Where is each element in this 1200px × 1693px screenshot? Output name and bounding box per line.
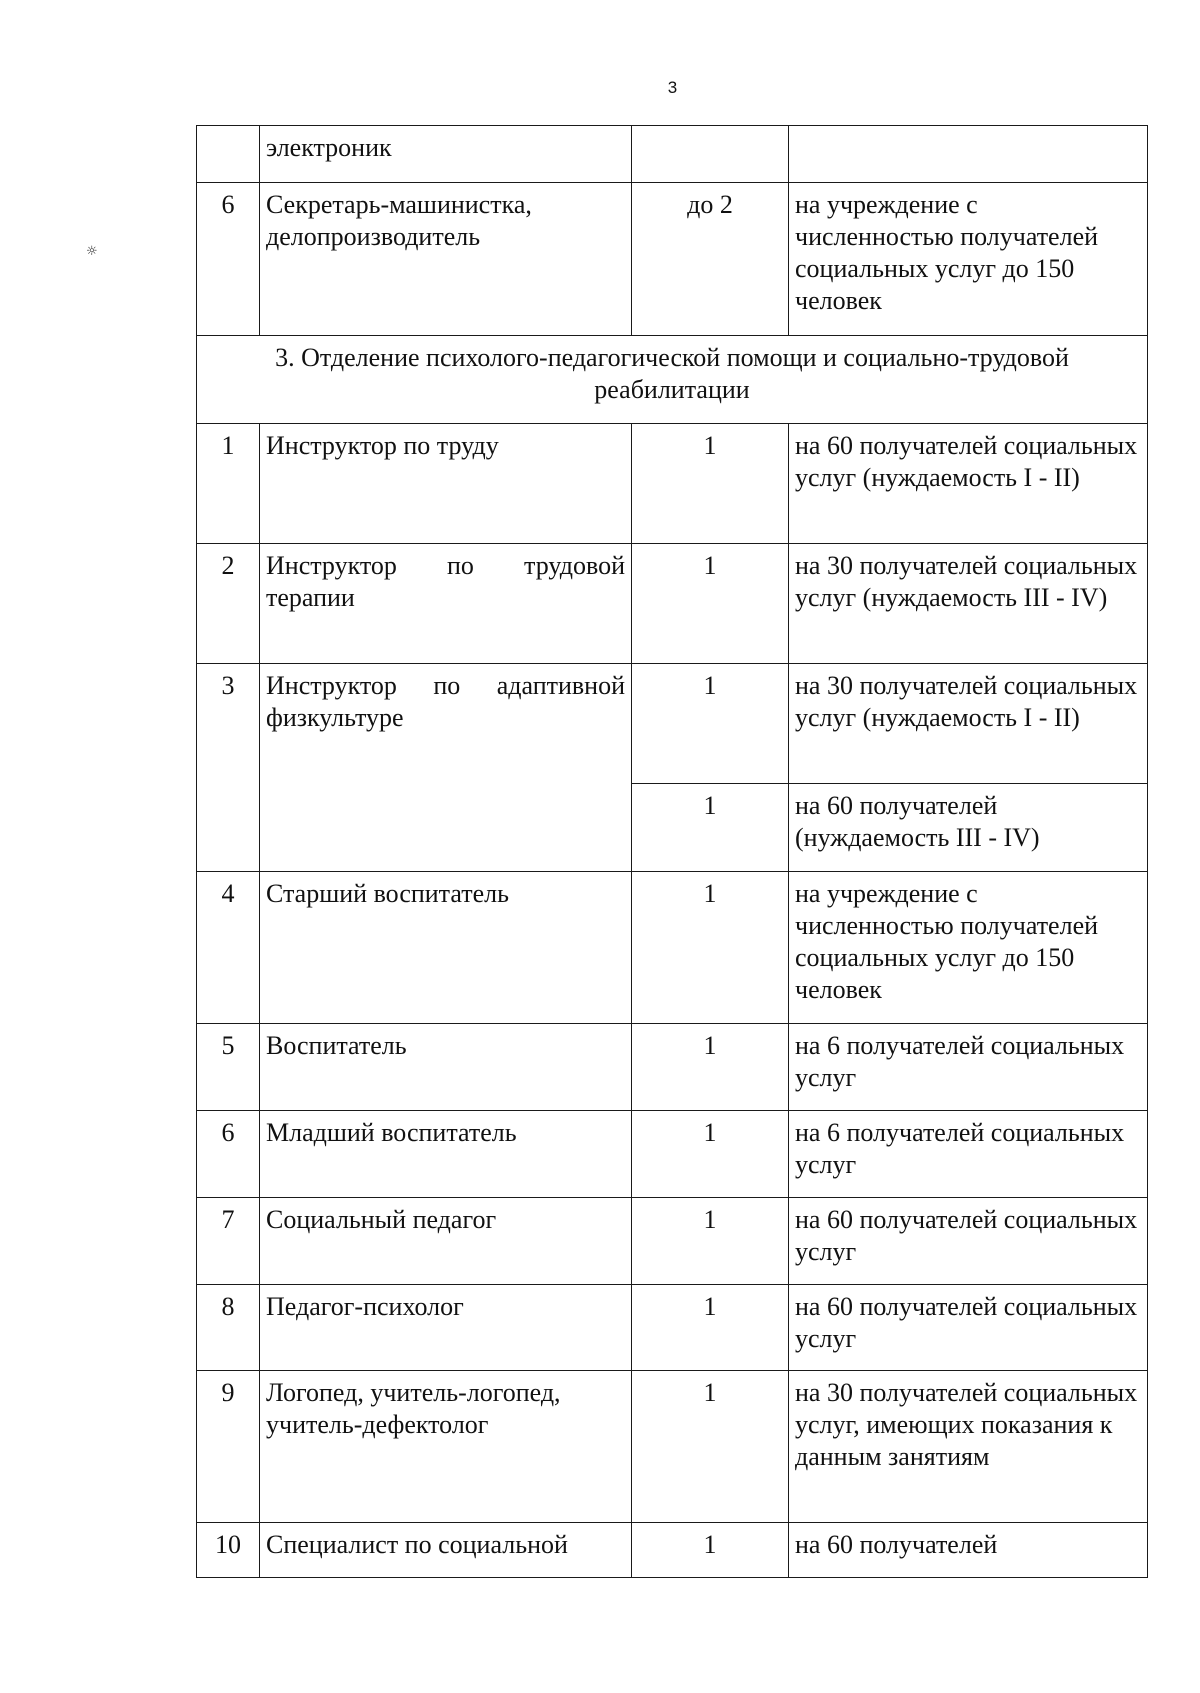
position-name-line: терапии [266, 583, 355, 612]
row-number: 5 [197, 1024, 260, 1111]
staffing-norm: на 60 получателей (нуждаемость III - IV) [789, 784, 1148, 872]
row-number: 6 [197, 183, 260, 336]
position-name: Секретарь-машинистка, делопроизводитель [260, 183, 632, 336]
staff-count: 1 [632, 424, 789, 544]
staffing-norm: на учреждение с численностью получателей социальных услуг до 150 человек [789, 183, 1148, 336]
position-name-line: Инструктор по трудовой [266, 551, 625, 580]
table-row [197, 1523, 1148, 1578]
staff-table [196, 125, 1148, 1578]
staffing-norm: на 60 получателей социальных услуг [789, 1198, 1148, 1285]
row-number: 10 [197, 1523, 260, 1578]
staff-count: 1 [632, 1111, 789, 1198]
row-number: 2 [197, 544, 260, 664]
position-name: Инструктор по труду [260, 424, 632, 544]
staffing-norm: на 60 получателей социальных услуг [789, 1285, 1148, 1371]
staffing-norm [789, 126, 1148, 183]
row-number: 1 [197, 424, 260, 544]
position-name-line: физкультуре [266, 703, 404, 732]
staff-count: 1 [632, 1198, 789, 1285]
staff-count: 1 [632, 544, 789, 664]
row-number: 4 [197, 872, 260, 1024]
margin-mark: ☼ [86, 244, 98, 259]
row-number: 6 [197, 1111, 260, 1198]
position-name [260, 544, 632, 664]
position-name: электроник [260, 126, 632, 183]
staffing-norm: на 30 получателей социальных услуг, имеющих показания к данным занятиям [789, 1371, 1148, 1523]
staffing-norm: на 6 получателей социальных услуг [789, 1024, 1148, 1111]
row-number [197, 126, 260, 183]
table-row [197, 1198, 1148, 1285]
table-row [197, 424, 1148, 544]
page-number: 3 [667, 78, 678, 97]
position-name: Воспитатель [260, 1024, 632, 1111]
table-row [197, 1111, 1148, 1198]
staffing-norm: на 30 получателей социальных услуг (нуждаемость I - II) [789, 664, 1148, 784]
table-row [197, 183, 1148, 336]
row-number: 7 [197, 1198, 260, 1285]
position-name: Педагог-психолог [260, 1285, 632, 1371]
section-title: 3. Отделение психолого-педагогической помощи и социально-трудовой реабилитации [197, 336, 1148, 424]
position-name-line: Инструктор по адаптивной [266, 671, 625, 700]
table-row [197, 1024, 1148, 1111]
staff-count: 1 [632, 1523, 789, 1578]
table-row [197, 1285, 1148, 1371]
staff-count: 1 [632, 1371, 789, 1523]
staff-count: 1 [632, 1024, 789, 1111]
staff-count: 1 [632, 664, 789, 784]
position-name: Младший воспитатель [260, 1111, 632, 1198]
position-name: Специалист по социальной [260, 1523, 632, 1578]
position-name [260, 664, 632, 872]
staffing-norm: на 30 получателей социальных услуг (нуждаемость III - IV) [789, 544, 1148, 664]
table-row [197, 1371, 1148, 1523]
staffing-norm: на 6 получателей социальных услуг [789, 1111, 1148, 1198]
section-header-row [197, 336, 1148, 424]
table-row [197, 872, 1148, 1024]
staff-count: 1 [632, 872, 789, 1024]
position-name: Социальный педагог [260, 1198, 632, 1285]
staff-count: до 2 [632, 183, 789, 336]
position-name: Логопед, учитель-логопед, учитель-дефектолог [260, 1371, 632, 1523]
row-number: 8 [197, 1285, 260, 1371]
staff-count: 1 [632, 784, 789, 872]
table-row [197, 126, 1148, 183]
row-number: 9 [197, 1371, 260, 1523]
staffing-norm: на учреждение с численностью получателей социальных услуг до 150 человек [789, 872, 1148, 1024]
table-row [197, 544, 1148, 664]
staffing-norm: на 60 получателей [789, 1523, 1148, 1578]
staff-count: 1 [632, 1285, 789, 1371]
staffing-norm: на 60 получателей социальных услуг (нуждаемость I - II) [789, 424, 1148, 544]
position-name: Старший воспитатель [260, 872, 632, 1024]
staff-count [632, 126, 789, 183]
row-number: 3 [197, 664, 260, 872]
table-row [197, 664, 1148, 784]
